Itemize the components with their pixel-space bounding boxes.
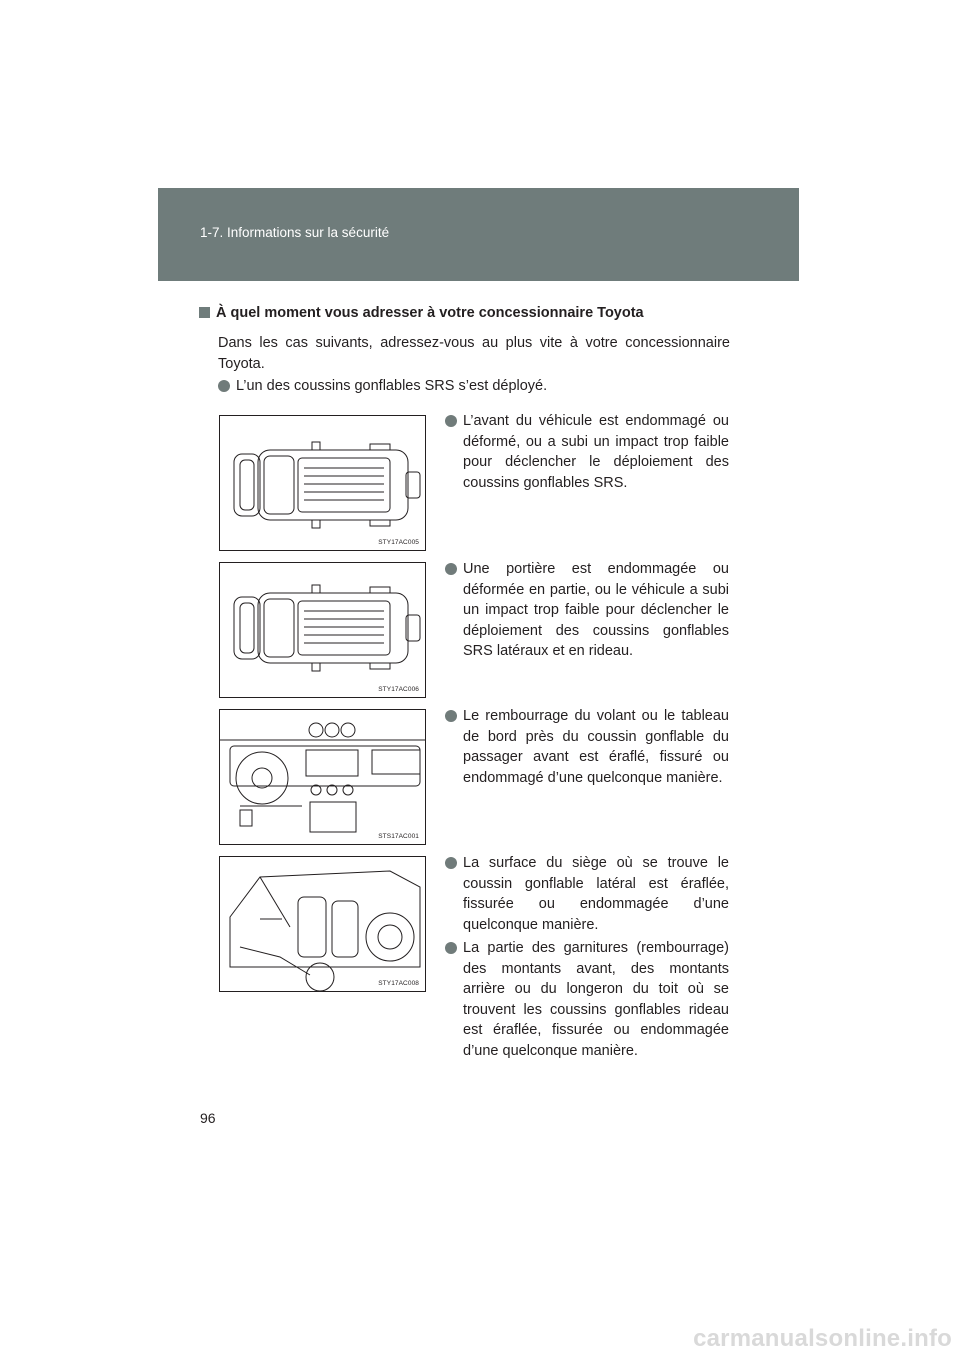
figure-code: STS17AC001 <box>378 833 419 840</box>
topic-heading <box>199 305 644 321</box>
figure-code: STY17AC008 <box>378 980 419 987</box>
round-bullet-icon <box>445 415 457 427</box>
bullet-trim-text: La partie des garnitures (rembourrage) des montants avant, des montants arrière ou du longeron du toit où se trouvent les coussins gonflables rideau est éraflée, fissurée ou endommagée d’une quelconque manière. <box>463 940 729 1059</box>
bullet-deployed-text: L’un des coussins gonflables SRS s’est déployé. <box>236 378 548 394</box>
round-bullet-icon <box>445 563 457 575</box>
figure-code: STY17AC005 <box>378 539 419 546</box>
car-top-view-icon <box>220 416 426 551</box>
bullet-door-damage <box>463 559 729 662</box>
figure-code: STY17AC006 <box>378 686 419 693</box>
figure-door-damage <box>219 562 426 698</box>
bullet-trim <box>463 938 729 1061</box>
page-number: 96 <box>200 1110 216 1126</box>
bullet-deployed <box>236 376 736 397</box>
bullet-seat <box>463 853 729 935</box>
topic-heading-text: À quel moment vous adresser à votre concessionnaire Toyota <box>216 305 644 321</box>
round-bullet-icon <box>445 942 457 954</box>
figure-front-damage <box>219 415 426 551</box>
bullet-dashboard-text: Le rembourrage du volant ou le tableau de bord près du coussin gonflable du passager avant est éraflé, fissuré ou endommagé d’une quelconque manière. <box>463 708 729 786</box>
bullet-dashboard <box>463 706 729 788</box>
bullet-front-damage <box>463 411 729 493</box>
section-title: 1-7. Informations sur la sécurité <box>200 225 390 240</box>
dashboard-icon <box>220 710 426 845</box>
car-interior-icon <box>220 857 426 992</box>
round-bullet-icon <box>218 380 230 392</box>
round-bullet-icon <box>445 710 457 722</box>
watermark: carmanualsonline.info <box>693 1325 952 1352</box>
figure-seat <box>219 856 426 992</box>
car-top-view-icon <box>220 563 426 698</box>
square-bullet-icon <box>199 307 210 318</box>
bullet-seat-text: La surface du siège où se trouve le coussin gonflable latéral est éraflée, fissurée ou endommagée d’une quelconque manière. <box>463 855 729 933</box>
bullet-door-damage-text: Une portière est endommagée ou déformée en partie, ou le véhicule a subi un impact trop faible pour déclencher le déploiement des coussins gonflables SRS latéraux et en rideau. <box>463 561 729 659</box>
bullet-front-damage-text: L’avant du véhicule est endommagé ou déformé, ou a subi un impact trop faible pour déclencher le déploiement des coussins gonflables SRS. <box>463 413 729 491</box>
figure-dashboard <box>219 709 426 845</box>
round-bullet-icon <box>445 857 457 869</box>
intro-paragraph: Dans les cas suivants, adressez-vous au plus vite à votre concessionnaire Toyota. <box>218 335 730 372</box>
